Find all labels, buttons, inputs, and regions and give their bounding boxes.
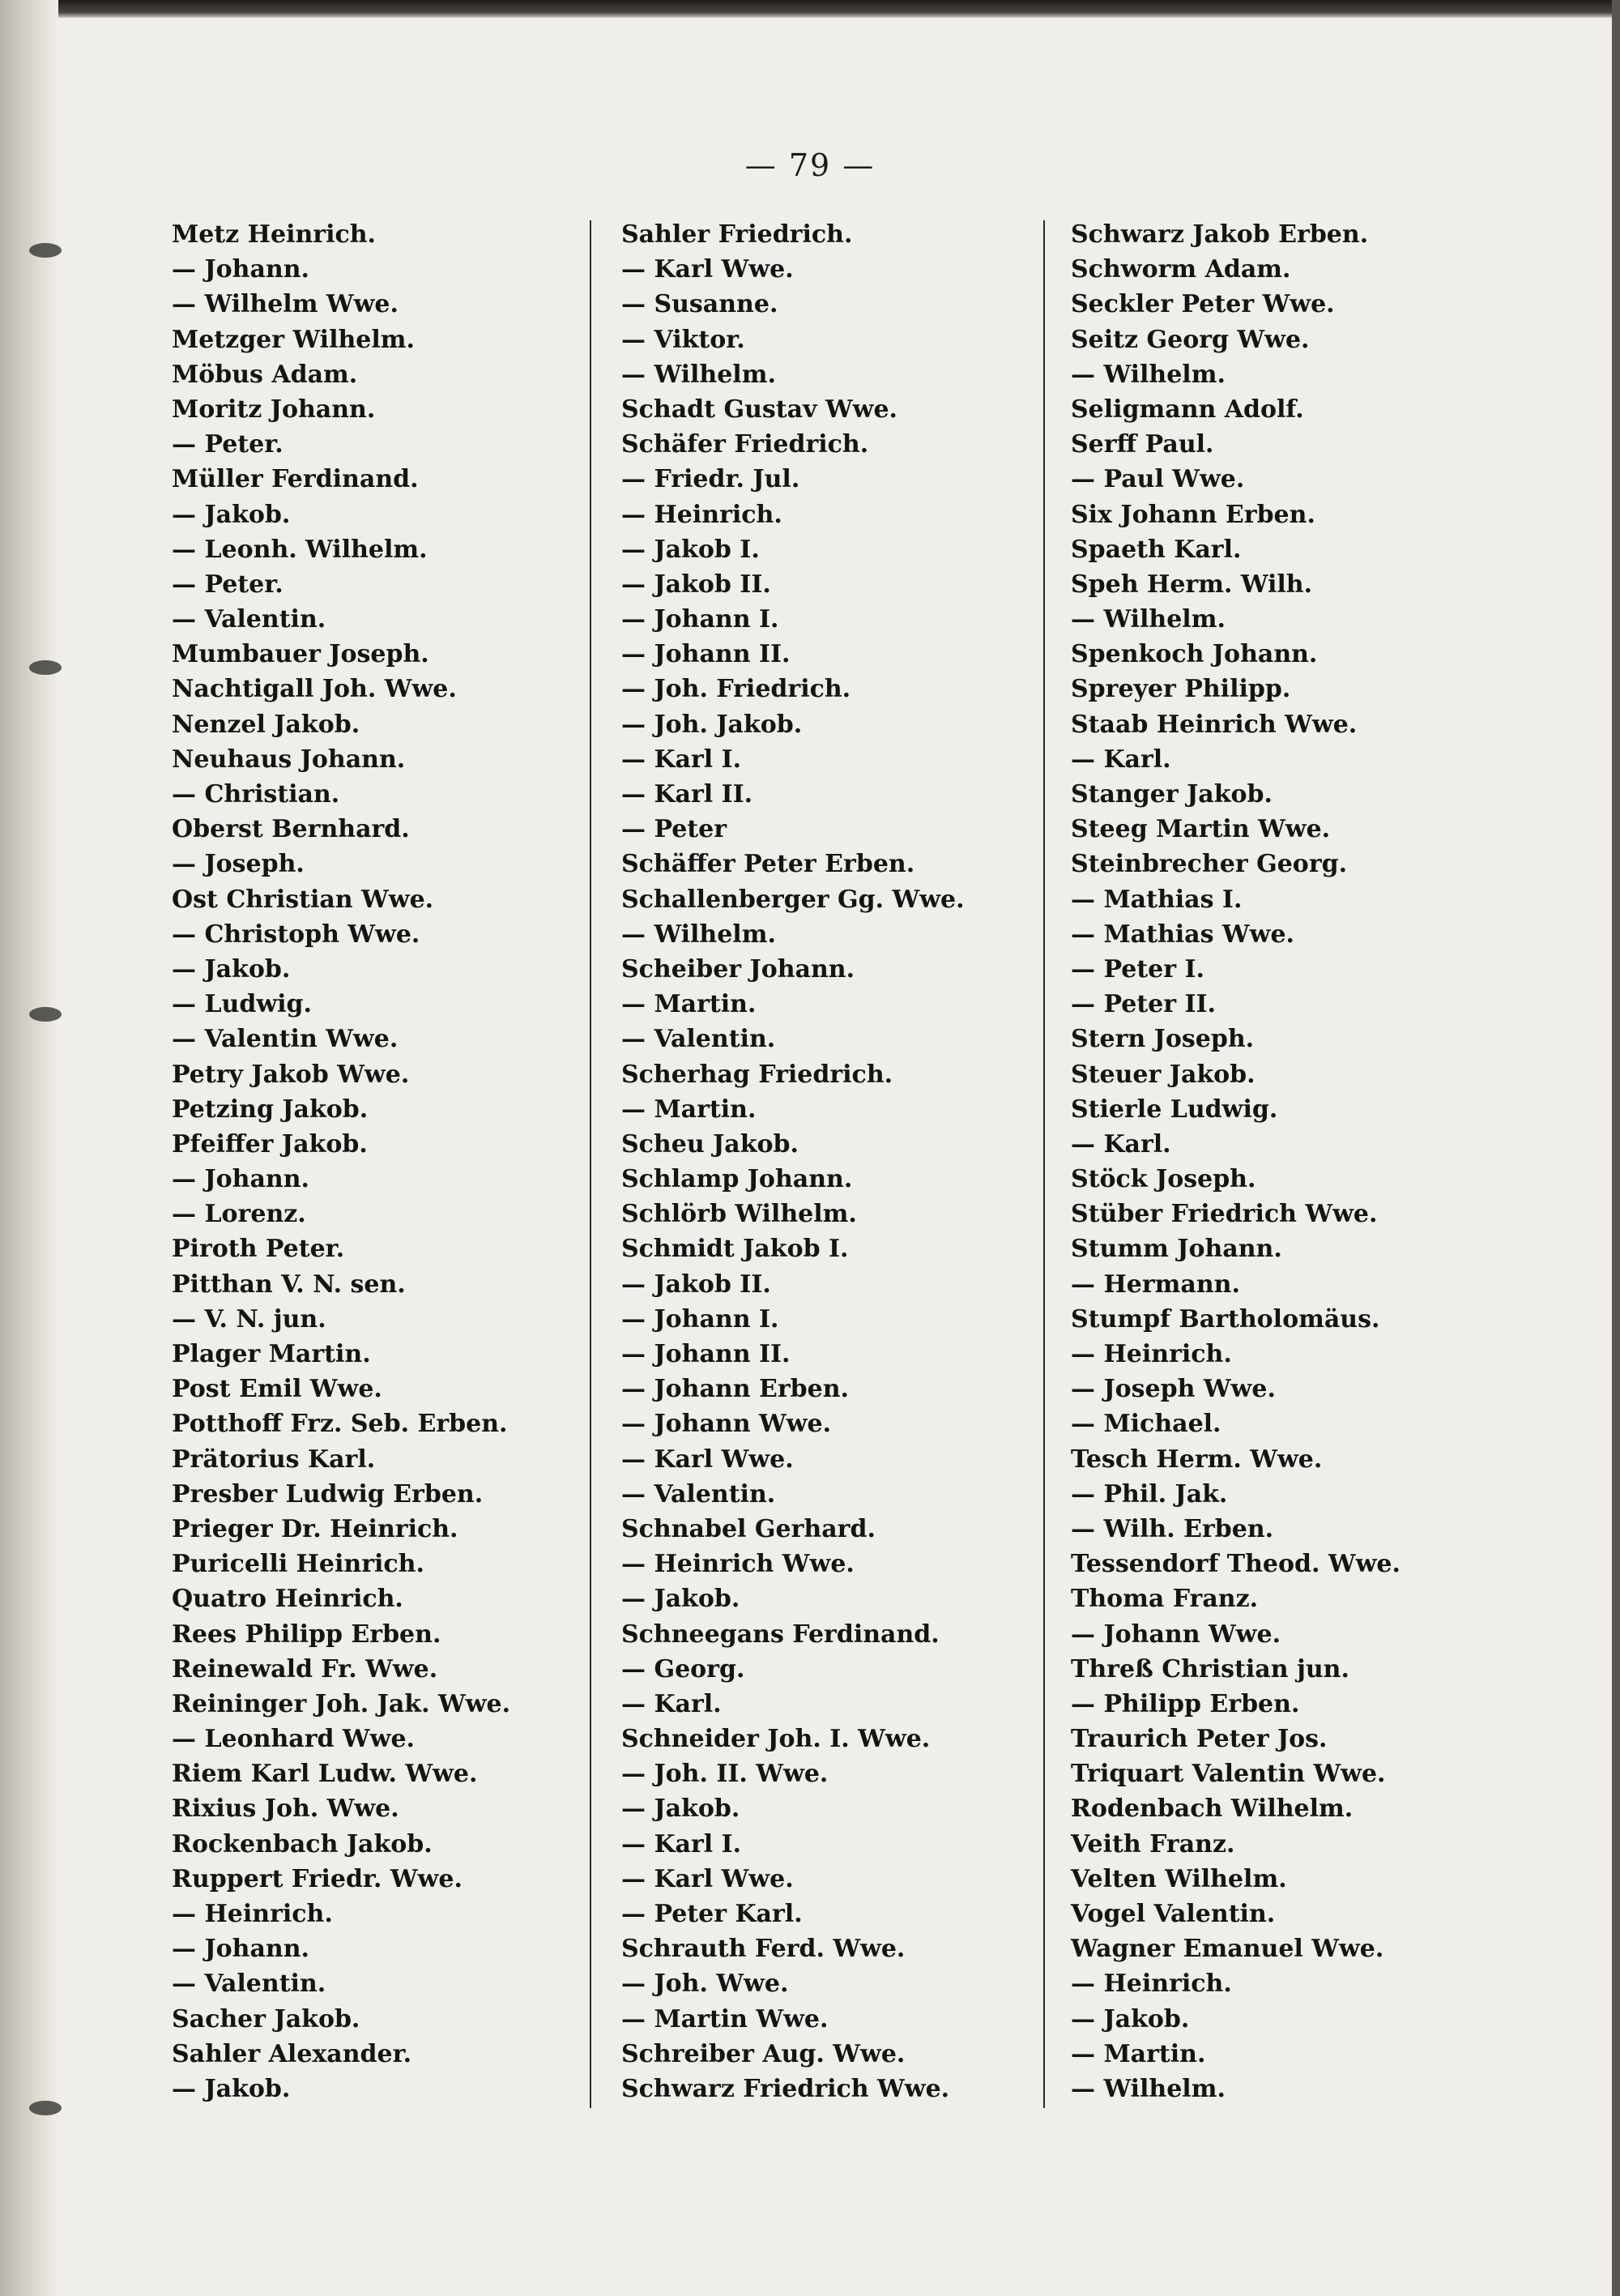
name-entry: Stanger Jakob. xyxy=(1071,780,1273,809)
name-entry: — Wilhelm. xyxy=(1071,2074,1226,2103)
name-entry: — Philipp Erben. xyxy=(1071,1689,1300,1718)
name-entry: — Wilhelm. xyxy=(621,360,776,389)
name-entry: — Viktor. xyxy=(621,325,745,354)
name-entry: — Peter. xyxy=(172,570,284,599)
name-entry: Metzger Wilhelm. xyxy=(172,325,415,354)
name-entry: Plager Martin. xyxy=(172,1340,371,1368)
name-entry: Tesch Herm. Wwe. xyxy=(1071,1445,1323,1474)
name-entry: Steinbrecher Georg. xyxy=(1071,850,1348,879)
name-entry: Stumm Johann. xyxy=(1071,1235,1282,1264)
name-entry: — Joseph Wwe. xyxy=(1071,1375,1276,1404)
name-entry: Six Johann Erben. xyxy=(1071,500,1315,529)
name-entry: Ost Christian Wwe. xyxy=(172,885,434,914)
name-entry: — Martin Wwe. xyxy=(621,2004,829,2034)
name-entry: — Jakob. xyxy=(1071,2004,1190,2034)
name-entry: — Wilh. Erben. xyxy=(1071,1514,1274,1543)
name-entry: — Martin. xyxy=(621,1095,757,1124)
name-entry: — Martin. xyxy=(621,990,757,1019)
name-entry: Reinewald Fr. Wwe. xyxy=(172,1654,438,1684)
name-entry: Tessendorf Theod. Wwe. xyxy=(1071,1550,1400,1579)
name-entry: Scheiber Johann. xyxy=(621,954,855,984)
name-entry: — Friedr. Jul. xyxy=(621,465,800,494)
name-entry: — Jakob. xyxy=(172,954,291,984)
name-entry: Schnabel Gerhard. xyxy=(621,1514,876,1543)
name-entry: — Mathias Wwe. xyxy=(1071,920,1294,949)
name-entry: Quatro Heinrich. xyxy=(172,1585,403,1614)
name-entry: Seitz Georg Wwe. xyxy=(1071,325,1310,354)
name-entry: Schallenberger Gg. Wwe. xyxy=(621,885,965,914)
name-entry: Rodenbach Wilhelm. xyxy=(1071,1795,1354,1824)
name-entry: — Susanne. xyxy=(621,290,778,319)
name-entry: Wagner Emanuel Wwe. xyxy=(1071,1935,1384,1964)
name-entry: — Christian. xyxy=(172,780,340,809)
name-entry: — Martin. xyxy=(1071,2039,1206,2068)
name-entry: — Leonh. Wilhelm. xyxy=(172,535,428,564)
binding-gutter xyxy=(0,0,58,2296)
name-entry: — Heinrich. xyxy=(1071,1340,1232,1368)
name-entry: Prätorius Karl. xyxy=(172,1445,376,1474)
name-entry: — Jakob I. xyxy=(621,535,760,564)
name-entry: — Paul Wwe. xyxy=(1071,465,1245,494)
name-entry: — V. N. jun. xyxy=(172,1304,326,1334)
name-entry: — Peter xyxy=(621,815,727,844)
name-entry: — Joh. Jakob. xyxy=(621,710,803,739)
name-entry: Schreiber Aug. Wwe. xyxy=(621,2039,906,2068)
page-top-edge xyxy=(0,0,1612,18)
name-entry: Spreyer Philipp. xyxy=(1071,675,1291,704)
name-entry: Schlamp Johann. xyxy=(621,1165,853,1194)
name-entry: Traurich Peter Jos. xyxy=(1071,1725,1328,1754)
name-entry: Rixius Joh. Wwe. xyxy=(172,1795,399,1824)
name-entry: — Johann Wwe. xyxy=(1071,1620,1281,1649)
name-entry: — Johann I. xyxy=(621,1304,779,1334)
name-entry: — Wilhelm. xyxy=(621,920,776,949)
name-entry: — Valentin. xyxy=(621,1025,776,1054)
name-entry: Potthoff Frz. Seb. Erben. xyxy=(172,1410,508,1439)
column-divider xyxy=(590,220,591,2108)
name-entry: — Karl. xyxy=(1071,745,1171,774)
name-entry: — Heinrich. xyxy=(621,500,782,529)
name-entry: Schmidt Jakob I. xyxy=(621,1235,849,1264)
name-entry: — Joh. Wwe. xyxy=(621,1970,789,1999)
name-entry: — Peter Karl. xyxy=(621,1900,803,1928)
name-entry: Stöck Joseph. xyxy=(1071,1165,1256,1194)
name-entry: Vogel Valentin. xyxy=(1071,1900,1276,1928)
name-entry: Schrauth Ferd. Wwe. xyxy=(621,1935,906,1964)
name-entry: Sahler Alexander. xyxy=(172,2039,412,2068)
name-entry: Sahler Friedrich. xyxy=(621,220,853,249)
name-entry: — Karl Wwe. xyxy=(621,1445,794,1474)
name-entry: Müller Ferdinand. xyxy=(172,465,419,494)
name-entry: — Valentin. xyxy=(172,1970,326,1999)
name-entry: Pitthan V. N. sen. xyxy=(172,1270,406,1299)
name-entry: — Johann Erben. xyxy=(621,1375,849,1404)
name-entry: — Michael. xyxy=(1071,1410,1221,1439)
name-entry: Schäfer Friedrich. xyxy=(621,430,869,459)
name-entry: Möbus Adam. xyxy=(172,360,358,389)
name-entry: Seligmann Adolf. xyxy=(1071,395,1304,424)
name-entry: Petzing Jakob. xyxy=(172,1095,369,1124)
name-entry: Stern Joseph. xyxy=(1071,1025,1255,1054)
name-entry: Scherhag Friedrich. xyxy=(621,1060,893,1089)
name-entry: Stüber Friedrich Wwe. xyxy=(1071,1200,1378,1229)
name-entry: Seckler Peter Wwe. xyxy=(1071,290,1335,319)
name-entry: Steuer Jakob. xyxy=(1071,1060,1256,1089)
name-entry: — Jakob. xyxy=(621,1795,740,1824)
name-entry: — Valentin Wwe. xyxy=(172,1025,399,1054)
name-entry: — Joseph. xyxy=(172,850,305,879)
name-entry: Staab Heinrich Wwe. xyxy=(1071,710,1358,739)
name-entry: Serff Paul. xyxy=(1071,430,1214,459)
name-entry: Threß Christian jun. xyxy=(1071,1654,1349,1684)
name-entry: — Jakob. xyxy=(172,2074,291,2103)
name-entry: — Joh. II. Wwe. xyxy=(621,1760,829,1789)
name-entry: — Johann II. xyxy=(621,1340,791,1368)
name-entry: — Johann Wwe. xyxy=(621,1410,832,1439)
name-entry: Stumpf Bartholomäus. xyxy=(1071,1304,1380,1334)
name-entry: — Karl. xyxy=(621,1689,722,1718)
name-entry: — Johann. xyxy=(172,1935,309,1964)
name-entry: Schlörb Wilhelm. xyxy=(621,1200,857,1229)
name-entry: — Wilhelm. xyxy=(1071,360,1226,389)
name-entry: Ruppert Friedr. Wwe. xyxy=(172,1864,463,1893)
name-entry: — Karl II. xyxy=(621,780,753,809)
name-entry: — Karl I. xyxy=(621,745,742,774)
name-entry: — Jakob II. xyxy=(621,570,771,599)
name-entry: Sacher Jakob. xyxy=(172,2004,360,2034)
name-entry: Riem Karl Ludw. Wwe. xyxy=(172,1760,478,1789)
name-entry: Schneider Joh. I. Wwe. xyxy=(621,1725,931,1754)
name-entry: Velten Wilhelm. xyxy=(1071,1864,1287,1893)
name-entry: — Joh. Friedrich. xyxy=(621,675,851,704)
name-entry: — Ludwig. xyxy=(172,990,312,1019)
name-entry: — Peter. xyxy=(172,430,284,459)
name-entry: Post Emil Wwe. xyxy=(172,1375,382,1404)
binding-stitch-mark xyxy=(29,1007,62,1022)
binding-stitch-mark xyxy=(29,2101,62,2115)
name-entry: Steeg Martin Wwe. xyxy=(1071,815,1331,844)
name-entry: — Mathias I. xyxy=(1071,885,1243,914)
name-entry: Moritz Johann. xyxy=(172,395,376,424)
name-entry: — Heinrich. xyxy=(1071,1970,1232,1999)
name-entry: Schäffer Peter Erben. xyxy=(621,850,915,879)
name-entry: Schadt Gustav Wwe. xyxy=(621,395,898,424)
name-entry: Reininger Joh. Jak. Wwe. xyxy=(172,1689,511,1718)
name-entry: — Christoph Wwe. xyxy=(172,920,420,949)
name-entry: Schworm Adam. xyxy=(1071,255,1291,284)
page-number: — 79 — xyxy=(744,147,876,183)
name-entry: — Jakob. xyxy=(172,500,291,529)
name-entry: Scheu Jakob. xyxy=(621,1129,799,1159)
name-entry: — Karl I. xyxy=(621,1829,742,1859)
name-entry: — Leonhard Wwe. xyxy=(172,1725,415,1754)
name-entry: Nenzel Jakob. xyxy=(172,710,360,739)
name-entry: Schwarz Friedrich Wwe. xyxy=(621,2074,950,2103)
name-entry: — Johann II. xyxy=(621,640,791,669)
name-entry: Metz Heinrich. xyxy=(172,220,376,249)
name-entry: — Johann. xyxy=(172,1165,309,1194)
name-entry: Triquart Valentin Wwe. xyxy=(1071,1760,1386,1789)
name-entry: — Peter II. xyxy=(1071,990,1216,1019)
name-entry: Spenkoch Johann. xyxy=(1071,640,1318,669)
name-entry: — Johann. xyxy=(172,255,309,284)
name-entry: — Jakob II. xyxy=(621,1270,771,1299)
name-column-2 xyxy=(621,217,1026,2106)
name-entry: Schwarz Jakob Erben. xyxy=(1071,220,1369,249)
name-entry: — Lorenz. xyxy=(172,1200,306,1229)
name-entry: Schneegans Ferdinand. xyxy=(621,1620,940,1649)
name-entry: Mumbauer Joseph. xyxy=(172,640,429,669)
name-entry: Rockenbach Jakob. xyxy=(172,1829,433,1859)
name-entry: — Heinrich. xyxy=(172,1900,333,1928)
name-entry: — Wilhelm Wwe. xyxy=(172,290,399,319)
binding-stitch-mark xyxy=(29,243,62,258)
name-entry: — Jakob. xyxy=(621,1585,740,1614)
name-entry: Nachtigall Joh. Wwe. xyxy=(172,675,457,704)
column-divider xyxy=(1043,220,1045,2108)
name-entry: — Hermann. xyxy=(1071,1270,1240,1299)
name-column-3 xyxy=(1071,217,1492,2106)
name-entry: Piroth Peter. xyxy=(172,1235,345,1264)
name-entry: Neuhaus Johann. xyxy=(172,745,406,774)
name-entry: Petry Jakob Wwe. xyxy=(172,1060,410,1089)
name-entry: Thoma Franz. xyxy=(1071,1585,1259,1614)
name-entry: — Karl. xyxy=(1071,1129,1171,1159)
name-entry: — Karl Wwe. xyxy=(621,255,794,284)
name-entry: Prieger Dr. Heinrich. xyxy=(172,1514,458,1543)
name-entry: — Karl Wwe. xyxy=(621,1864,794,1893)
name-entry: — Georg. xyxy=(621,1654,745,1684)
name-entry: Speh Herm. Wilh. xyxy=(1071,570,1313,599)
name-entry: — Johann I. xyxy=(621,605,779,634)
name-entry: Rees Philipp Erben. xyxy=(172,1620,441,1649)
name-entry: — Wilhelm. xyxy=(1071,605,1226,634)
name-entry: Spaeth Karl. xyxy=(1071,535,1242,564)
binding-stitch-mark xyxy=(29,660,62,675)
name-entry: — Phil. Jak. xyxy=(1071,1479,1228,1509)
name-entry: — Valentin. xyxy=(172,605,326,634)
name-entry: Puricelli Heinrich. xyxy=(172,1550,424,1579)
name-entry: — Peter I. xyxy=(1071,954,1204,984)
name-column-1 xyxy=(172,217,577,2106)
name-entry: Oberst Bernhard. xyxy=(172,815,410,844)
name-entry: — Heinrich Wwe. xyxy=(621,1550,855,1579)
name-entry: Stierle Ludwig. xyxy=(1071,1095,1278,1124)
name-entry: — Valentin. xyxy=(621,1479,776,1509)
name-entry: Presber Ludwig Erben. xyxy=(172,1479,484,1509)
name-entry: Veith Franz. xyxy=(1071,1829,1235,1859)
name-entry: Pfeiffer Jakob. xyxy=(172,1129,368,1159)
